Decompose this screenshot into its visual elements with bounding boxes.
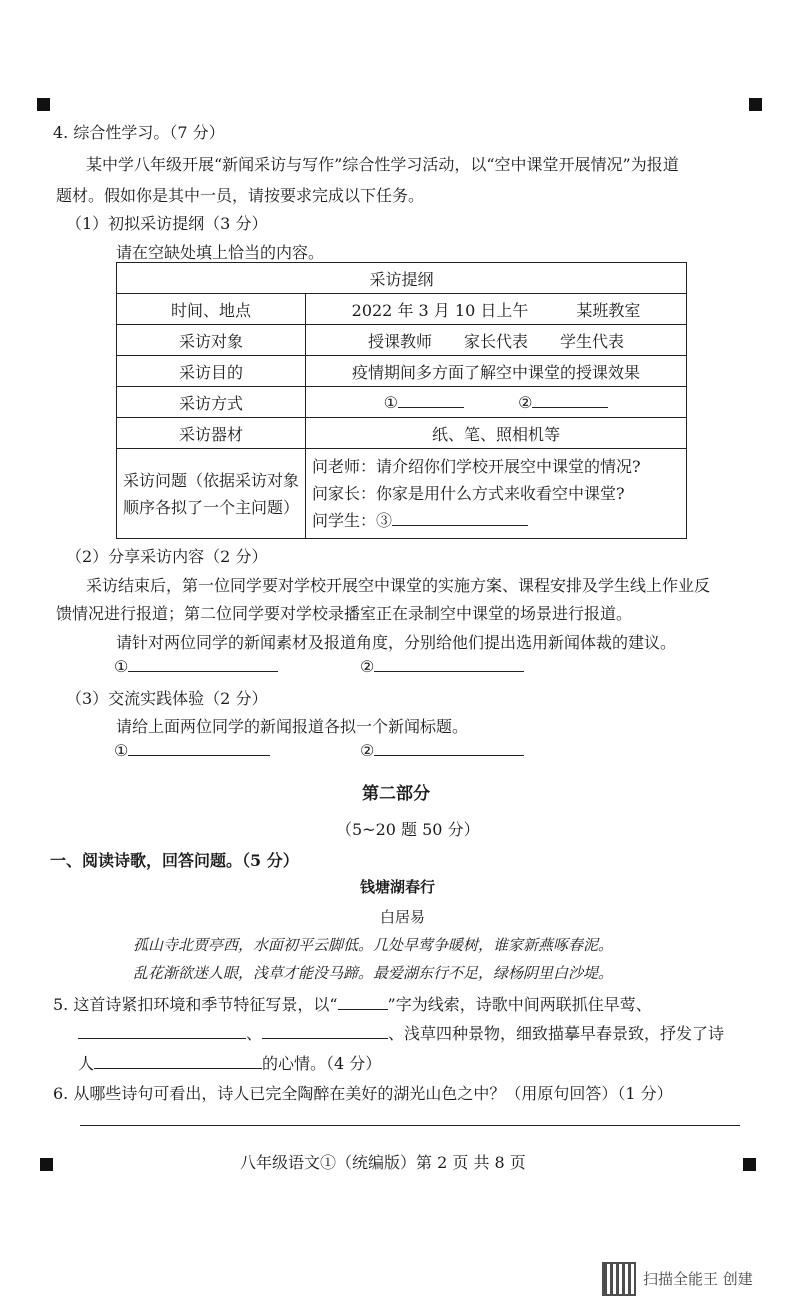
table-row [117, 325, 687, 356]
question-5-line1 [53, 992, 652, 1015]
question-to-teacher: 问老师：请介绍你们学校开展空中课堂的情况? [312, 457, 641, 476]
poem-line-2: 乱花渐欲迷人眼，浅草才能没马蹄。最爱湖东行不足，绿杨阴里白沙堤。 [133, 964, 614, 982]
question-to-parent: 问家长：你家是用什么方式来收看空中课堂? [312, 484, 625, 503]
part1-instruction: 请在空缺处填上恰当的内容。 [116, 243, 325, 262]
part1-title: （1）初拟采访提纲（3 分） [66, 214, 268, 233]
row-value-interviewees: 授课教师 家长代表 学生代表 [306, 325, 687, 356]
question-5-text-a: 5. 这首诗紧扣环境和季节特征写景，以“ [53, 995, 338, 1014]
table-header: 采访提纲 [117, 263, 687, 294]
part2-answer-1 [114, 657, 278, 676]
separator: 、 [246, 1024, 263, 1043]
table-row [117, 418, 687, 449]
row-value-purpose: 疫情期间多方面了解空中课堂的授课效果 [306, 356, 687, 387]
row-value-equipment: 纸、笔、照相机等 [306, 418, 687, 449]
row-label-method: 采访方式 [117, 387, 306, 418]
answer-blank-headline-1[interactable] [128, 741, 270, 756]
page-footer: 八年级语文①（统编版）第 2 页 共 8 页 [240, 1153, 526, 1172]
question-5-line3 [78, 1051, 381, 1074]
table-row [117, 449, 687, 539]
row-label-purpose: 采访目的 [117, 356, 306, 387]
qr-code-icon [602, 1262, 636, 1296]
row-value-time-place: 2022 年 3 月 10 日上午 某班教室 [306, 294, 687, 325]
part3-answer-2 [360, 741, 524, 760]
question-to-student-row [312, 507, 680, 534]
answer-blank-method-1[interactable] [398, 393, 464, 408]
part3-instruction: 请给上面两位同学的新闻报道各拟一个新闻标题。 [116, 717, 469, 736]
poem-line-1: 孤山寺北贾亭西，水面初平云脚低。几处早莺争暖树，谁家新燕啄春泥。 [133, 936, 614, 954]
poem-author: 白居易 [380, 908, 426, 926]
registration-mark-bottom-left [40, 1158, 53, 1171]
row-label-questions: 采访问题（依据采访对象顺序各拟了一个主问题） [117, 449, 306, 539]
part2-answer-2 [360, 657, 524, 676]
answer-blank-genre-1[interactable] [128, 657, 278, 672]
table-row [117, 294, 687, 325]
part2-title: （2）分享采访内容（2 分） [66, 547, 268, 566]
part2-line1: 采访结束后，第一位同学要对学校开展空中课堂的实施方案、课程安排及学生线上作业反 [86, 576, 711, 595]
row-value-method [306, 387, 687, 418]
answer-marker-1: ① [114, 657, 129, 676]
question-4-intro-line1: 某中学八年级开展“新闻采访与写作”综合性学习活动，以“空中课堂开展情况”为报道 [86, 155, 679, 174]
question-5-text-e: 的心情。（4 分） [262, 1054, 382, 1073]
blank-marker-2: ② [518, 392, 533, 412]
part3-answer-1 [114, 741, 270, 760]
answer-blank-clue-word[interactable] [338, 995, 388, 1010]
question-5-text-d: 人 [78, 1054, 95, 1073]
registration-mark-bottom-right [743, 1158, 756, 1171]
question-6-text: 6. 从哪些诗句可看出，诗人已完全陶醉在美好的湖光山色之中？（用原句回答）（1 分） [53, 1084, 673, 1103]
question-4-intro-line2: 题材。假如你是其中一员，请按要求完成以下任务。 [56, 186, 425, 205]
part2-line2: 馈情况进行报道；第二位同学要对学校录播室正在录制空中课堂的场景进行报道。 [56, 604, 633, 623]
answer-blank-method-2[interactable] [532, 393, 608, 408]
row-label-time-place: 时间、地点 [117, 294, 306, 325]
question-5-text-c: 、浅草四种景物，细致描摹早春景致，抒发了诗 [388, 1024, 725, 1043]
answer-blank-genre-2[interactable] [374, 657, 524, 672]
question-4-title: 4. 综合性学习。（7 分） [53, 123, 225, 142]
scanner-watermark: 扫描全能王 创建 [643, 1270, 753, 1288]
answer-marker-1: ① [114, 741, 129, 760]
answer-blank-student-question[interactable] [392, 511, 528, 526]
answer-line-question-6[interactable] [80, 1125, 740, 1126]
question-5-text-b: ”字为线索，诗歌中间两联抓住早莺、 [387, 995, 652, 1014]
poem-title: 钱塘湖春行 [360, 878, 436, 896]
table-row [117, 356, 687, 387]
section-1-title: 一、阅读诗歌，回答问题。（5 分） [50, 851, 299, 870]
row-label-interviewees: 采访对象 [117, 325, 306, 356]
blank-marker-1: ① [383, 392, 398, 412]
table-row [117, 387, 687, 418]
answer-blank-headline-2[interactable] [374, 741, 524, 756]
registration-mark-top-left [37, 98, 50, 111]
question-5-line2 [78, 1021, 724, 1044]
answer-blank-scene-1[interactable] [78, 1024, 246, 1039]
registration-mark-top-right [749, 98, 762, 111]
part-two-subtitle: （5~20 题 50 分） [336, 820, 480, 839]
part2-line3: 请针对两位同学的新闻素材及报道角度，分别给他们提出选用新闻体裁的建议。 [116, 633, 677, 652]
answer-blank-feeling[interactable] [94, 1054, 262, 1069]
row-label-equipment: 采访器材 [117, 418, 306, 449]
answer-marker-2: ② [360, 657, 375, 676]
interview-outline-table [116, 262, 687, 539]
row-value-questions [306, 449, 687, 539]
part-two-title: 第二部分 [362, 784, 430, 804]
part3-title: （3）交流实践体验（2 分） [66, 689, 268, 708]
question-to-student: 问学生：③ [312, 511, 393, 530]
answer-blank-scene-2[interactable] [262, 1024, 388, 1039]
answer-marker-2: ② [360, 741, 375, 760]
